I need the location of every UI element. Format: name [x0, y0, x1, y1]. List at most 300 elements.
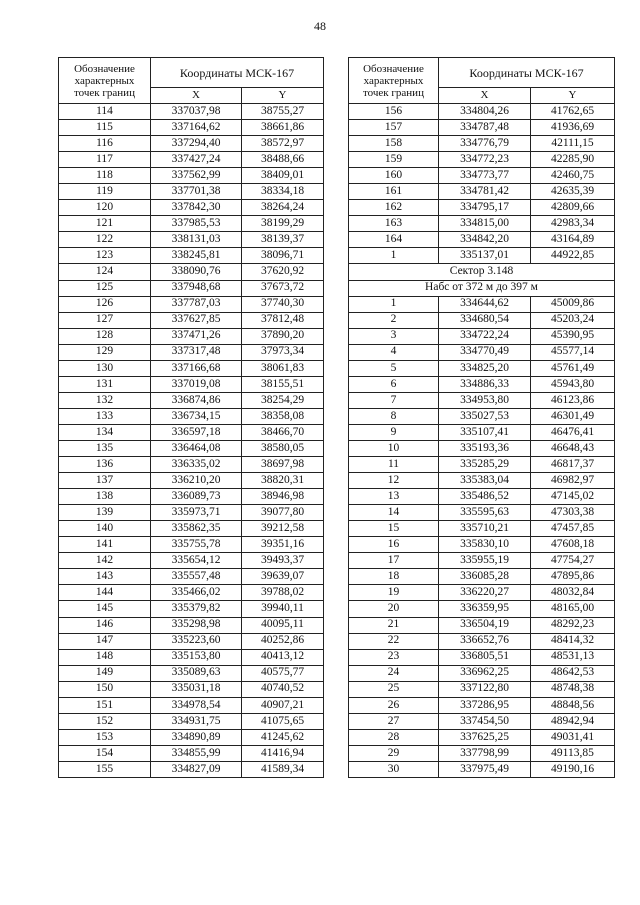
- table-row: [349, 408, 615, 424]
- x-coordinate-cell: 334931,75: [151, 713, 242, 729]
- y-header: Y: [242, 88, 324, 104]
- y-coordinate-cell: 39639,07: [242, 569, 324, 585]
- coordinates-header: Координаты МСК-167: [151, 58, 324, 88]
- point-id-cell: 146: [59, 617, 151, 633]
- point-id-cell: 12: [349, 473, 439, 489]
- x-coordinate-cell: 334815,00: [439, 216, 531, 232]
- table-row: [349, 713, 615, 729]
- table-row: [349, 376, 615, 392]
- table-row: [59, 248, 324, 264]
- point-id-cell: 5: [349, 360, 439, 376]
- table-row: [59, 537, 324, 553]
- point-id-cell: 155: [59, 761, 151, 777]
- x-coordinate-cell: 335223,60: [151, 633, 242, 649]
- table-row: [349, 216, 615, 232]
- table-row: [349, 120, 615, 136]
- left-coordinates-table: [58, 57, 324, 778]
- table-row: [59, 761, 324, 777]
- table-row: [349, 104, 615, 120]
- point-id-cell: 145: [59, 601, 151, 617]
- x-coordinate-cell: 337625,25: [439, 729, 531, 745]
- y-coordinate-cell: 48642,53: [531, 665, 615, 681]
- point-id-cell: 132: [59, 392, 151, 408]
- point-id-cell: 164: [349, 232, 439, 248]
- table-row: [59, 649, 324, 665]
- y-coordinate-cell: 48848,56: [531, 697, 615, 713]
- table-row: [59, 392, 324, 408]
- table-row: [59, 200, 324, 216]
- right-coordinates-table: [348, 57, 615, 778]
- x-coordinate-cell: 334804,26: [439, 104, 531, 120]
- x-coordinate-cell: 335557,48: [151, 569, 242, 585]
- x-coordinate-cell: 337037,98: [151, 104, 242, 120]
- x-coordinate-cell: 334855,99: [151, 745, 242, 761]
- y-coordinate-cell: 37740,30: [242, 296, 324, 312]
- x-coordinate-cell: 334722,24: [439, 328, 531, 344]
- table-row: [349, 553, 615, 569]
- y-coordinate-cell: 38358,08: [242, 408, 324, 424]
- x-coordinate-cell: 337122,80: [439, 681, 531, 697]
- y-coordinate-cell: 45009,86: [531, 296, 615, 312]
- y-coordinate-cell: 37812,48: [242, 312, 324, 328]
- point-id-cell: 9: [349, 424, 439, 440]
- table-row: [59, 697, 324, 713]
- point-id-cell: 153: [59, 729, 151, 745]
- table-row: [349, 617, 615, 633]
- x-coordinate-cell: 336464,08: [151, 440, 242, 456]
- x-header: X: [151, 88, 242, 104]
- y-coordinate-cell: 48292,23: [531, 617, 615, 633]
- table-row: [59, 505, 324, 521]
- y-coordinate-cell: 45577,14: [531, 344, 615, 360]
- point-id-cell: 125: [59, 280, 151, 296]
- left-table-body: [59, 104, 324, 778]
- y-coordinate-cell: 41589,34: [242, 761, 324, 777]
- table-row: [349, 344, 615, 360]
- point-id-cell: 119: [59, 184, 151, 200]
- y-coordinate-cell: 45761,49: [531, 360, 615, 376]
- table-row: [59, 473, 324, 489]
- table-row: [59, 681, 324, 697]
- point-id-cell: 2: [349, 312, 439, 328]
- table-row: [59, 585, 324, 601]
- y-coordinate-cell: 46301,49: [531, 408, 615, 424]
- x-coordinate-cell: 337471,26: [151, 328, 242, 344]
- x-coordinate-cell: 335298,98: [151, 617, 242, 633]
- point-id-cell: 147: [59, 633, 151, 649]
- table-row: [349, 649, 615, 665]
- table-row: [349, 200, 615, 216]
- x-coordinate-cell: 335383,04: [439, 473, 531, 489]
- point-id-cell: 134: [59, 424, 151, 440]
- y-coordinate-cell: 47895,86: [531, 569, 615, 585]
- point-id-cell: 135: [59, 440, 151, 456]
- point-id-cell: 148: [59, 649, 151, 665]
- table-row: [59, 569, 324, 585]
- point-id-cell: 114: [59, 104, 151, 120]
- x-coordinate-cell: 337294,40: [151, 136, 242, 152]
- point-id-cell: 13: [349, 489, 439, 505]
- x-coordinate-cell: 338131,03: [151, 232, 242, 248]
- x-coordinate-cell: 337975,49: [439, 761, 531, 777]
- x-coordinate-cell: 335654,12: [151, 553, 242, 569]
- x-coordinate-cell: 337842,30: [151, 200, 242, 216]
- point-id-cell: 136: [59, 457, 151, 473]
- point-id-cell: 3: [349, 328, 439, 344]
- point-id-cell: 141: [59, 537, 151, 553]
- x-coordinate-cell: 335027,53: [439, 408, 531, 424]
- y-coordinate-cell: 40740,52: [242, 681, 324, 697]
- table-row: [59, 553, 324, 569]
- x-coordinate-cell: 336359,95: [439, 601, 531, 617]
- y-coordinate-cell: 40907,21: [242, 697, 324, 713]
- y-coordinate-cell: 47608,18: [531, 537, 615, 553]
- table-row: [59, 745, 324, 761]
- y-coordinate-cell: 38820,31: [242, 473, 324, 489]
- y-coordinate-cell: 46476,41: [531, 424, 615, 440]
- x-coordinate-cell: 336504,19: [439, 617, 531, 633]
- point-label-header: Обозначение характерных точек границ: [349, 58, 439, 104]
- y-coordinate-cell: 46982,97: [531, 473, 615, 489]
- table-row: [349, 569, 615, 585]
- x-coordinate-cell: 334827,09: [151, 761, 242, 777]
- x-coordinate-cell: 335973,71: [151, 505, 242, 521]
- x-coordinate-cell: 334825,20: [439, 360, 531, 376]
- x-coordinate-cell: 335830,10: [439, 537, 531, 553]
- y-coordinate-cell: 42285,90: [531, 152, 615, 168]
- x-coordinate-cell: 335466,02: [151, 585, 242, 601]
- point-id-cell: 142: [59, 553, 151, 569]
- table-row: [349, 168, 615, 184]
- x-coordinate-cell: 335486,52: [439, 489, 531, 505]
- y-coordinate-cell: 41762,65: [531, 104, 615, 120]
- table-row: [59, 296, 324, 312]
- point-id-cell: 17: [349, 553, 439, 569]
- y-coordinate-cell: 46123,86: [531, 392, 615, 408]
- table-row: [349, 184, 615, 200]
- y-coordinate-cell: 48165,00: [531, 601, 615, 617]
- point-id-cell: 129: [59, 344, 151, 360]
- x-coordinate-cell: 337701,38: [151, 184, 242, 200]
- x-coordinate-cell: 336734,15: [151, 408, 242, 424]
- y-coordinate-cell: 42111,15: [531, 136, 615, 152]
- x-coordinate-cell: 334680,54: [439, 312, 531, 328]
- x-coordinate-cell: 337164,62: [151, 120, 242, 136]
- point-id-cell: 16: [349, 537, 439, 553]
- x-coordinate-cell: 335755,78: [151, 537, 242, 553]
- x-coordinate-cell: 336089,73: [151, 489, 242, 505]
- x-coordinate-cell: 338090,76: [151, 264, 242, 280]
- table-row: [59, 457, 324, 473]
- point-id-cell: 122: [59, 232, 151, 248]
- table-row: [349, 312, 615, 328]
- table-row: [59, 312, 324, 328]
- table-row: [59, 328, 324, 344]
- coordinates-header: Координаты МСК-167: [439, 58, 615, 88]
- x-coordinate-cell: 336652,76: [439, 633, 531, 649]
- y-coordinate-cell: 48531,13: [531, 649, 615, 665]
- y-coordinate-cell: 47303,38: [531, 505, 615, 521]
- point-id-cell: 8: [349, 408, 439, 424]
- y-coordinate-cell: 39212,58: [242, 521, 324, 537]
- y-coordinate-cell: 39077,80: [242, 505, 324, 521]
- point-id-cell: 20: [349, 601, 439, 617]
- point-id-cell: 159: [349, 152, 439, 168]
- x-coordinate-cell: 334781,42: [439, 184, 531, 200]
- x-coordinate-cell: 336962,25: [439, 665, 531, 681]
- x-coordinate-cell: 334886,33: [439, 376, 531, 392]
- x-coordinate-cell: 335107,41: [439, 424, 531, 440]
- x-coordinate-cell: 334770,49: [439, 344, 531, 360]
- y-coordinate-cell: 39351,16: [242, 537, 324, 553]
- y-coordinate-cell: 37673,72: [242, 280, 324, 296]
- table-row: [59, 136, 324, 152]
- point-id-cell: 24: [349, 665, 439, 681]
- y-coordinate-cell: 42635,39: [531, 184, 615, 200]
- y-coordinate-cell: 38334,18: [242, 184, 324, 200]
- x-coordinate-cell: 336210,20: [151, 473, 242, 489]
- y-coordinate-cell: 39493,37: [242, 553, 324, 569]
- table-row: [349, 489, 615, 505]
- y-coordinate-cell: 41416,94: [242, 745, 324, 761]
- point-id-cell: 131: [59, 376, 151, 392]
- table-row: [349, 729, 615, 745]
- x-coordinate-cell: 335193,36: [439, 440, 531, 456]
- table-row: [349, 745, 615, 761]
- x-coordinate-cell: 334953,80: [439, 392, 531, 408]
- point-id-cell: 126: [59, 296, 151, 312]
- x-coordinate-cell: 337798,99: [439, 745, 531, 761]
- table-row: [349, 424, 615, 440]
- table-row: [349, 457, 615, 473]
- y-coordinate-cell: 38139,37: [242, 232, 324, 248]
- x-coordinate-cell: 335955,19: [439, 553, 531, 569]
- table-row: [349, 392, 615, 408]
- point-id-cell: 130: [59, 360, 151, 376]
- x-coordinate-cell: 336220,27: [439, 585, 531, 601]
- y-coordinate-cell: 38488,66: [242, 152, 324, 168]
- point-id-cell: 157: [349, 120, 439, 136]
- x-coordinate-cell: 338245,81: [151, 248, 242, 264]
- point-id-cell: 22: [349, 633, 439, 649]
- point-id-cell: 150: [59, 681, 151, 697]
- table-row: [349, 152, 615, 168]
- y-coordinate-cell: 38661,86: [242, 120, 324, 136]
- point-label-header: Обозначение характерных точек границ: [59, 58, 151, 104]
- x-coordinate-cell: 337787,03: [151, 296, 242, 312]
- table-row: [59, 120, 324, 136]
- point-id-cell: 6: [349, 376, 439, 392]
- x-coordinate-cell: 336805,51: [439, 649, 531, 665]
- y-coordinate-cell: 38155,51: [242, 376, 324, 392]
- table-row: [349, 440, 615, 456]
- x-coordinate-cell: 335137,01: [439, 248, 531, 264]
- point-id-cell: 10: [349, 440, 439, 456]
- table-row: [349, 521, 615, 537]
- x-coordinate-cell: 337317,48: [151, 344, 242, 360]
- table-row: [349, 697, 615, 713]
- x-coordinate-cell: 334787,48: [439, 120, 531, 136]
- x-coordinate-cell: 337627,85: [151, 312, 242, 328]
- table-row: [349, 473, 615, 489]
- x-coordinate-cell: 335089,63: [151, 665, 242, 681]
- point-id-cell: 161: [349, 184, 439, 200]
- y-coordinate-cell: 42809,66: [531, 200, 615, 216]
- point-id-cell: 11: [349, 457, 439, 473]
- x-coordinate-cell: 337019,08: [151, 376, 242, 392]
- page-number: 48: [314, 19, 326, 33]
- sector-title: Сектор 3.148: [349, 264, 615, 280]
- x-coordinate-cell: 336085,28: [439, 569, 531, 585]
- point-id-cell: 123: [59, 248, 151, 264]
- table-row: [59, 168, 324, 184]
- table-row: [349, 328, 615, 344]
- point-id-cell: 27: [349, 713, 439, 729]
- x-coordinate-cell: 335710,21: [439, 521, 531, 537]
- table-row: [59, 344, 324, 360]
- table-row: [349, 761, 615, 777]
- y-coordinate-cell: 37620,92: [242, 264, 324, 280]
- y-coordinate-cell: 46817,37: [531, 457, 615, 473]
- point-id-cell: 162: [349, 200, 439, 216]
- x-coordinate-cell: 337427,24: [151, 152, 242, 168]
- point-id-cell: 120: [59, 200, 151, 216]
- point-id-cell: 116: [59, 136, 151, 152]
- y-coordinate-cell: 38264,24: [242, 200, 324, 216]
- y-coordinate-cell: 47145,02: [531, 489, 615, 505]
- x-coordinate-cell: 335379,82: [151, 601, 242, 617]
- y-coordinate-cell: 38096,71: [242, 248, 324, 264]
- point-id-cell: 23: [349, 649, 439, 665]
- point-id-cell: 121: [59, 216, 151, 232]
- table-row: [59, 232, 324, 248]
- x-coordinate-cell: 334978,54: [151, 697, 242, 713]
- y-coordinate-cell: 40095,11: [242, 617, 324, 633]
- point-id-cell: 21: [349, 617, 439, 633]
- x-coordinate-cell: 334795,17: [439, 200, 531, 216]
- table-row: [59, 264, 324, 280]
- point-id-cell: 138: [59, 489, 151, 505]
- point-id-cell: 143: [59, 569, 151, 585]
- point-id-cell: 30: [349, 761, 439, 777]
- point-id-cell: 140: [59, 521, 151, 537]
- y-coordinate-cell: 42460,75: [531, 168, 615, 184]
- table-row: [349, 505, 615, 521]
- point-id-cell: 154: [59, 745, 151, 761]
- y-coordinate-cell: 38254,29: [242, 392, 324, 408]
- table-row: [349, 633, 615, 649]
- point-id-cell: 124: [59, 264, 151, 280]
- x-coordinate-cell: 334644,62: [439, 296, 531, 312]
- x-coordinate-cell: 336597,18: [151, 424, 242, 440]
- y-coordinate-cell: 49031,41: [531, 729, 615, 745]
- y-coordinate-cell: 48748,38: [531, 681, 615, 697]
- y-coordinate-cell: 38572,97: [242, 136, 324, 152]
- point-id-cell: 4: [349, 344, 439, 360]
- y-coordinate-cell: 47457,85: [531, 521, 615, 537]
- point-id-cell: 118: [59, 168, 151, 184]
- y-coordinate-cell: 37890,20: [242, 328, 324, 344]
- point-id-cell: 7: [349, 392, 439, 408]
- point-id-cell: 1: [349, 296, 439, 312]
- table-row: [59, 424, 324, 440]
- y-coordinate-cell: 38946,98: [242, 489, 324, 505]
- x-coordinate-cell: 334776,79: [439, 136, 531, 152]
- table-row: [349, 232, 615, 248]
- table-row: [59, 713, 324, 729]
- point-id-cell: 144: [59, 585, 151, 601]
- y-coordinate-cell: 38755,27: [242, 104, 324, 120]
- table-row: [59, 617, 324, 633]
- y-coordinate-cell: 38697,98: [242, 457, 324, 473]
- y-coordinate-cell: 47754,27: [531, 553, 615, 569]
- y-coordinate-cell: 42983,34: [531, 216, 615, 232]
- table-row: [59, 104, 324, 120]
- x-coordinate-cell: 334842,20: [439, 232, 531, 248]
- point-id-cell: 151: [59, 697, 151, 713]
- y-coordinate-cell: 40575,77: [242, 665, 324, 681]
- point-id-cell: 152: [59, 713, 151, 729]
- height-range-row: [349, 280, 615, 296]
- table-row: [59, 216, 324, 232]
- x-coordinate-cell: 337562,99: [151, 168, 242, 184]
- y-header: Y: [531, 88, 615, 104]
- point-id-cell: 127: [59, 312, 151, 328]
- y-coordinate-cell: 40252,86: [242, 633, 324, 649]
- x-coordinate-cell: 335285,29: [439, 457, 531, 473]
- y-coordinate-cell: 44922,85: [531, 248, 615, 264]
- y-coordinate-cell: 38199,29: [242, 216, 324, 232]
- y-coordinate-cell: 48942,94: [531, 713, 615, 729]
- x-coordinate-cell: 337948,68: [151, 280, 242, 296]
- point-id-cell: 137: [59, 473, 151, 489]
- y-coordinate-cell: 45203,24: [531, 312, 615, 328]
- point-id-cell: 139: [59, 505, 151, 521]
- y-coordinate-cell: 38580,05: [242, 440, 324, 456]
- table-row: [349, 296, 615, 312]
- point-id-cell: 18: [349, 569, 439, 585]
- point-id-cell: 14: [349, 505, 439, 521]
- y-coordinate-cell: 39788,02: [242, 585, 324, 601]
- table-row: [349, 585, 615, 601]
- y-coordinate-cell: 38409,01: [242, 168, 324, 184]
- y-coordinate-cell: 38061,83: [242, 360, 324, 376]
- y-coordinate-cell: 49190,16: [531, 761, 615, 777]
- point-id-cell: 156: [349, 104, 439, 120]
- x-coordinate-cell: 337166,68: [151, 360, 242, 376]
- x-coordinate-cell: 335862,35: [151, 521, 242, 537]
- y-coordinate-cell: 37973,34: [242, 344, 324, 360]
- point-id-cell: 160: [349, 168, 439, 184]
- x-coordinate-cell: 337286,95: [439, 697, 531, 713]
- point-id-cell: 133: [59, 408, 151, 424]
- y-coordinate-cell: 49113,85: [531, 745, 615, 761]
- table-row: [349, 537, 615, 553]
- point-id-cell: 115: [59, 120, 151, 136]
- height-range: Набс от 372 м до 397 м: [349, 280, 615, 296]
- point-id-cell: 163: [349, 216, 439, 232]
- table-row: [59, 376, 324, 392]
- table-row: [349, 681, 615, 697]
- point-id-cell: 26: [349, 697, 439, 713]
- x-coordinate-cell: 335153,80: [151, 649, 242, 665]
- x-coordinate-cell: 336335,02: [151, 457, 242, 473]
- table-row: [59, 489, 324, 505]
- point-id-cell: 117: [59, 152, 151, 168]
- x-coordinate-cell: 336874,86: [151, 392, 242, 408]
- point-id-cell: 158: [349, 136, 439, 152]
- table-row: [59, 521, 324, 537]
